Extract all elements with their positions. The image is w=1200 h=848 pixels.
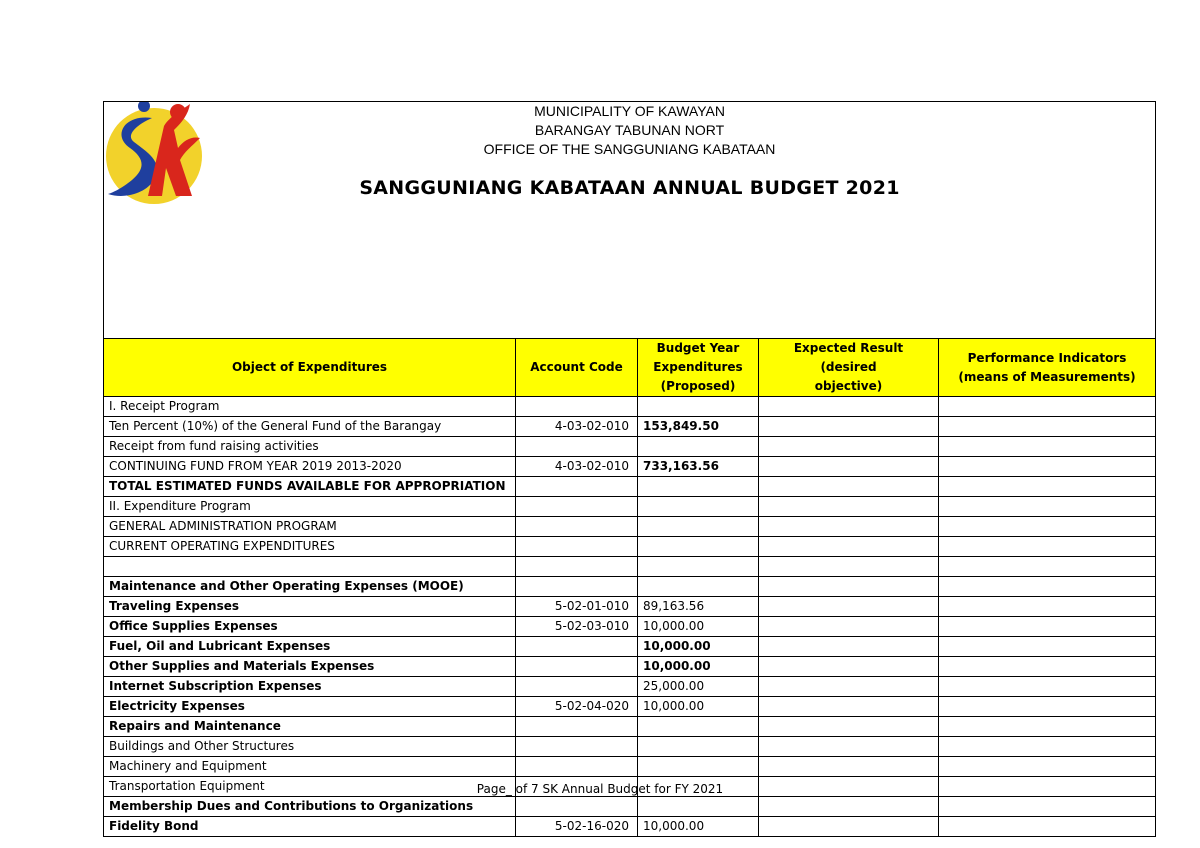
document-title: SANGGUNIANG KABATAAN ANNUAL BUDGET 2021 xyxy=(359,177,900,199)
object-cell: I. Receipt Program xyxy=(104,397,516,417)
table-row xyxy=(104,737,1156,757)
header-row xyxy=(104,102,1156,339)
expected-result-cell xyxy=(759,617,939,637)
performance-indicator-cell xyxy=(939,557,1156,577)
account-code-cell: 5-02-16-020 xyxy=(516,817,638,837)
expected-result-cell xyxy=(759,697,939,717)
performance-indicator-cell xyxy=(939,797,1156,817)
amount-cell xyxy=(638,757,759,777)
amount-cell xyxy=(638,497,759,517)
account-code-cell: 4-03-02-010 xyxy=(516,457,638,477)
account-code-cell xyxy=(516,517,638,537)
account-code-cell xyxy=(516,537,638,557)
amount-cell xyxy=(638,517,759,537)
object-cell: Machinery and Equipment xyxy=(104,757,516,777)
account-code-cell xyxy=(516,717,638,737)
performance-indicator-cell xyxy=(939,637,1156,657)
performance-indicator-cell xyxy=(939,577,1156,597)
object-cell: Receipt from fund raising activities xyxy=(104,437,516,457)
amount-cell xyxy=(638,717,759,737)
account-code-cell xyxy=(516,397,638,417)
expected-result-cell xyxy=(759,557,939,577)
account-code-cell: 4-03-02-010 xyxy=(516,417,638,437)
amount-cell xyxy=(638,477,759,497)
expected-result-cell xyxy=(759,497,939,517)
object-cell: Fuel, Oil and Lubricant Expenses xyxy=(104,637,516,657)
object-cell: Ten Percent (10%) of the General Fund of the Barangay xyxy=(104,417,516,437)
performance-indicator-cell xyxy=(939,697,1156,717)
table-row xyxy=(104,697,1156,717)
table-row xyxy=(104,577,1156,597)
performance-indicator-cell xyxy=(939,437,1156,457)
performance-indicator-cell xyxy=(939,497,1156,517)
performance-indicator-cell xyxy=(939,477,1156,497)
performance-indicator-cell xyxy=(939,537,1156,557)
municipality-line: MUNICIPALITY OF KAWAYAN xyxy=(534,103,725,119)
amount-cell: 10,000.00 xyxy=(638,697,759,717)
object-cell: TOTAL ESTIMATED FUNDS AVAILABLE FOR APPROPRIATION xyxy=(104,477,516,497)
performance-indicator-cell xyxy=(939,737,1156,757)
table-row xyxy=(104,797,1156,817)
account-code-cell xyxy=(516,737,638,757)
object-cell: Traveling Expenses xyxy=(104,597,516,617)
barangay-line: BARANGAY TABUNAN NORT xyxy=(534,122,725,138)
performance-indicator-cell xyxy=(939,677,1156,697)
expected-result-cell xyxy=(759,437,939,457)
account-code-cell: 5-02-04-020 xyxy=(516,697,638,717)
col-object-header: Object of Expenditures xyxy=(104,339,516,397)
amount-cell: 153,849.50 xyxy=(638,417,759,437)
col-code-header: Account Code xyxy=(516,339,638,397)
amount-cell xyxy=(638,577,759,597)
object-cell: Maintenance and Other Operating Expenses (MOOE) xyxy=(104,577,516,597)
table-row xyxy=(104,817,1156,837)
amount-cell: 25,000.00 xyxy=(638,677,759,697)
account-code-cell xyxy=(516,677,638,697)
table-row xyxy=(104,437,1156,457)
expected-result-cell xyxy=(759,577,939,597)
performance-indicator-cell xyxy=(939,757,1156,777)
table-row xyxy=(104,537,1156,557)
performance-indicator-cell xyxy=(939,657,1156,677)
col-indicators-header: Performance Indicators (means of Measurements) xyxy=(939,339,1156,397)
amount-cell: 733,163.56 xyxy=(638,457,759,477)
amount-cell xyxy=(638,397,759,417)
amount-cell xyxy=(638,437,759,457)
expected-result-cell xyxy=(759,657,939,677)
table-row xyxy=(104,557,1156,577)
object-cell: CURRENT OPERATING EXPENDITURES xyxy=(104,537,516,557)
object-cell: GENERAL ADMINISTRATION PROGRAM xyxy=(104,517,516,537)
object-cell: Office Supplies Expenses xyxy=(104,617,516,637)
table-row xyxy=(104,477,1156,497)
performance-indicator-cell xyxy=(939,397,1156,417)
expected-result-cell xyxy=(759,537,939,557)
account-code-cell xyxy=(516,497,638,517)
table-row xyxy=(104,717,1156,737)
expected-result-cell xyxy=(759,517,939,537)
object-cell: Transportation Equipment xyxy=(104,777,516,797)
table-row xyxy=(104,397,1156,417)
object-cell: Buildings and Other Structures xyxy=(104,737,516,757)
expected-result-cell xyxy=(759,757,939,777)
table-row xyxy=(104,637,1156,657)
expected-result-cell xyxy=(759,417,939,437)
amount-cell: 10,000.00 xyxy=(638,817,759,837)
performance-indicator-cell xyxy=(939,517,1156,537)
account-code-cell xyxy=(516,557,638,577)
account-code-cell xyxy=(516,577,638,597)
amount-cell xyxy=(638,737,759,757)
page-footer: Page_ of 7 SK Annual Budget for FY 2021 xyxy=(476,782,724,796)
expected-result-cell xyxy=(759,717,939,737)
account-code-cell xyxy=(516,657,638,677)
object-cell: II. Expenditure Program xyxy=(104,497,516,517)
table-row xyxy=(104,617,1156,637)
expected-result-cell xyxy=(759,457,939,477)
budget-table xyxy=(103,101,1156,837)
expected-result-cell xyxy=(759,397,939,417)
object-cell: Electricity Expenses xyxy=(104,697,516,717)
account-code-cell xyxy=(516,637,638,657)
expected-result-cell xyxy=(759,797,939,817)
expected-result-cell xyxy=(759,817,939,837)
column-header-row xyxy=(104,339,1156,397)
office-line: OFFICE OF THE SANGGUNIANG KABATAAN xyxy=(483,141,776,157)
expected-result-cell xyxy=(759,477,939,497)
table-row xyxy=(104,417,1156,437)
performance-indicator-cell xyxy=(939,817,1156,837)
header-cell xyxy=(104,102,1156,339)
account-code-cell: 5-02-03-010 xyxy=(516,617,638,637)
expected-result-cell xyxy=(759,677,939,697)
performance-indicator-cell xyxy=(939,617,1156,637)
table-row xyxy=(104,597,1156,617)
object-cell: CONTINUING FUND FROM YEAR 2019 2013-2020 xyxy=(104,457,516,477)
account-code-cell xyxy=(516,757,638,777)
object-cell: Repairs and Maintenance xyxy=(104,717,516,737)
amount-cell: 10,000.00 xyxy=(638,637,759,657)
account-code-cell xyxy=(516,477,638,497)
table-row xyxy=(104,457,1156,477)
account-code-cell xyxy=(516,437,638,457)
expected-result-cell xyxy=(759,637,939,657)
object-cell: Internet Subscription Expenses xyxy=(104,677,516,697)
col-result-header: Expected Result (desired objective) xyxy=(759,339,939,397)
object-cell: Fidelity Bond xyxy=(104,817,516,837)
table-row xyxy=(104,677,1156,697)
amount-cell xyxy=(638,537,759,557)
account-code-cell: 5-02-01-010 xyxy=(516,597,638,617)
amount-cell: 10,000.00 xyxy=(638,657,759,677)
amount-cell: 10,000.00 xyxy=(638,617,759,637)
performance-indicator-cell xyxy=(939,457,1156,477)
expected-result-cell xyxy=(759,737,939,757)
amount-cell xyxy=(638,797,759,817)
object-cell: Other Supplies and Materials Expenses xyxy=(104,657,516,677)
table-row xyxy=(104,517,1156,537)
performance-indicator-cell xyxy=(939,717,1156,737)
table-row xyxy=(104,497,1156,517)
object-cell xyxy=(104,557,516,577)
performance-indicator-cell xyxy=(939,417,1156,437)
col-budget-header: Budget Year Expenditures (Proposed) xyxy=(638,339,759,397)
amount-cell xyxy=(638,557,759,577)
amount-cell: 89,163.56 xyxy=(638,597,759,617)
performance-indicator-cell xyxy=(939,597,1156,617)
table-row xyxy=(104,657,1156,677)
table-row xyxy=(104,757,1156,777)
object-cell: Membership Dues and Contributions to Organizations xyxy=(104,797,516,817)
expected-result-cell xyxy=(759,597,939,617)
account-code-cell xyxy=(516,797,638,817)
